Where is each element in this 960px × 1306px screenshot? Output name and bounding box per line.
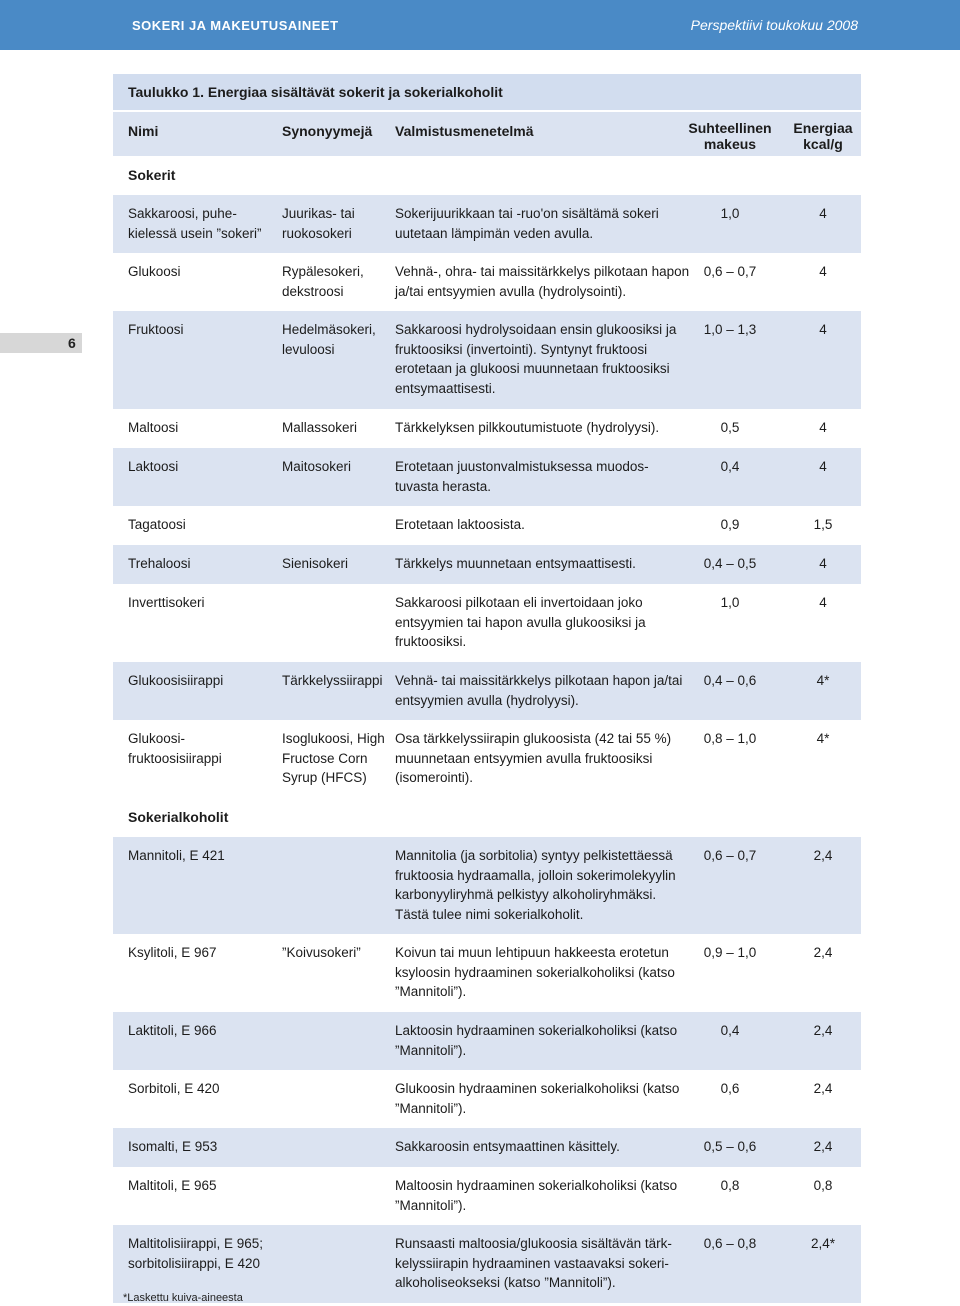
cell-energy: 0,8 (813, 1178, 833, 1193)
column-header-energy: Energiaa kcal/g (793, 120, 853, 152)
cell-sweetness: 1,0 (720, 206, 740, 221)
cell-sweetness: 0,4 – 0,5 (703, 556, 757, 571)
page-number-tab (0, 333, 82, 353)
cell-energy: 4 (819, 459, 827, 474)
column-header-synonyms: Synonyymejä (282, 123, 373, 139)
table-row (113, 934, 861, 1012)
cell-method: Sokerijuurikkaan tai -ruo'on sisältämä sokeri uutetaan lämpimän veden avulla. (395, 206, 659, 241)
section-header-row (113, 798, 861, 837)
cell-energy: 2,4* (810, 1236, 836, 1251)
section-header-row (113, 156, 861, 195)
cell-name: Maltoosi (128, 420, 179, 435)
column-header-name: Nimi (128, 123, 159, 139)
cell-sweetness: 0,5 – 0,6 (703, 1139, 757, 1154)
cell-name: Fruktoosi (128, 322, 184, 337)
table-row (113, 1012, 861, 1070)
cell-synonyms: Isoglukoosi, High Fructose Corn Syrup (HFCS) (282, 731, 385, 785)
cell-energy: 2,4 (813, 848, 833, 863)
page-number: 6 (68, 335, 76, 351)
cell-method: Erotetaan juustonvalmistuksessa muodos-tuvasta herasta. (395, 459, 649, 494)
cell-method: Sakkaroosi hydrolysoidaan ensin glukoosiksi ja fruktoosiksi (invertointi). Syntynyt fruktoosi erotetaan ja glukoosi muunnetaan fruktoosiksi entsymaattisesti. (395, 322, 677, 396)
cell-name: Tagatoosi (128, 517, 186, 532)
table-row (113, 1128, 861, 1167)
cell-name: Sakkaroosi, puhe-kielessä usein ”sokeri” (128, 206, 262, 241)
cell-method: Osa tärkkelyssiirapin glukoosista (42 tai 55 %) muunnetaan entsyymien avulla fruktoosiksi (isomerointi). (395, 731, 672, 785)
cell-sweetness: 0,6 – 0,7 (703, 848, 757, 863)
cell-synonyms: Tärkkelyssiirappi (282, 673, 383, 688)
table-row (113, 584, 861, 662)
cell-name: Inverttisokeri (128, 595, 205, 610)
cell-method: Glukoosin hydraaminen sokerialkoholiksi (katso ”Mannitoli”). (395, 1081, 680, 1116)
table-row (113, 409, 861, 448)
cell-energy: 1,5 (813, 517, 833, 532)
section-title: Sokerialkoholit (128, 809, 229, 825)
cell-energy: 4 (819, 556, 827, 571)
cell-energy: 4 (819, 206, 827, 221)
cell-energy: 4* (816, 673, 830, 688)
cell-energy: 2,4 (813, 945, 833, 960)
column-header-sweetness: Suhteellinen makeus (688, 120, 772, 152)
table-body (113, 156, 861, 1303)
cell-sweetness: 0,6 – 0,7 (703, 264, 757, 279)
cell-sweetness: 1,0 (720, 595, 740, 610)
table-row (113, 195, 861, 253)
cell-energy: 4 (819, 595, 827, 610)
cell-sweetness: 0,8 (720, 1178, 740, 1193)
cell-synonyms: ”Koivusokeri” (282, 945, 361, 960)
cell-method: Tärkkelys muunnetaan entsymaattisesti. (395, 556, 636, 571)
cell-sweetness: 0,6 – 0,8 (703, 1236, 757, 1251)
cell-method: Sakkaroosin entsymaattinen käsittely. (395, 1139, 620, 1154)
cell-sweetness: 0,4 (720, 1023, 740, 1038)
cell-synonyms: Rypälesokeri, dekstroosi (282, 264, 364, 299)
cell-energy: 2,4 (813, 1023, 833, 1038)
table-row (113, 1167, 861, 1225)
cell-method: Sakkaroosi pilkotaan eli invertoidaan joko entsyymien tai hapon avulla glukoosiksi ja fruktoosiksi. (395, 595, 646, 649)
cell-method: Laktoosin hydraaminen sokerialkoholiksi (katso ”Mannitoli”). (395, 1023, 678, 1058)
cell-energy: 4 (819, 322, 827, 337)
table-row (113, 662, 861, 720)
cell-energy: 2,4 (813, 1081, 833, 1096)
cell-sweetness: 1,0 – 1,3 (703, 322, 757, 337)
table-row (113, 448, 861, 506)
cell-method: Mannitolia (ja sorbitolia) syntyy pelkistettäessä fruktoosia hydraamalla, jolloin sokerimolekyylin karbonyyliryhmä pelkistyy alkoholiryhmäksi. Tästä tulee nimi sokerialkoholit. (395, 848, 676, 922)
table-header-row (113, 112, 861, 156)
cell-name: Trehaloosi (128, 556, 191, 571)
table-row (113, 1070, 861, 1128)
cell-synonyms: Sienisokeri (282, 556, 349, 571)
table-caption: Taulukko 1. Energiaa sisältävät sokerit ja sokerialkoholit (128, 84, 503, 100)
cell-sweetness: 0,6 (720, 1081, 740, 1096)
table-row (113, 837, 861, 934)
cell-energy: 4 (819, 420, 827, 435)
cell-name: Mannitoli, E 421 (128, 848, 225, 863)
cell-energy: 4* (816, 731, 830, 746)
table-caption-row (113, 74, 861, 110)
cell-sweetness: 0,9 (720, 517, 740, 532)
cell-energy: 2,4 (813, 1139, 833, 1154)
footnote: *Laskettu kuiva-aineesta (123, 1292, 243, 1304)
cell-name: Maltitolisiirappi, E 965; sorbitolisiirappi, E 420 (128, 1236, 264, 1271)
cell-sweetness: 0,8 – 1,0 (703, 731, 757, 746)
table-row (113, 253, 861, 311)
publication-info: Perspektiivi toukokuu 2008 (690, 17, 858, 33)
cell-name: Glukoosi (128, 264, 181, 279)
cell-method: Tärkkelyksen pilkkoutumistuote (hydrolyysi). (395, 420, 660, 435)
cell-name: Isomalti, E 953 (128, 1139, 218, 1154)
column-header-method: Valmistusmenetelmä (395, 123, 534, 139)
sugar-table (113, 74, 861, 1303)
cell-synonyms: Maitosokeri (282, 459, 352, 474)
section-title: Sokerit (128, 167, 176, 183)
top-header-bar (0, 0, 960, 50)
table-row (113, 311, 861, 409)
cell-synonyms: Juurikas- tai ruokosokeri (282, 206, 355, 241)
cell-sweetness: 0,4 (720, 459, 740, 474)
cell-method: Vehnä- tai maissitärkkelys pilkotaan hapon ja/tai entsyymien avulla (hydrolyysi). (395, 673, 683, 708)
cell-name: Glukoosisiirappi (128, 673, 224, 688)
cell-method: Runsaasti maltoosia/glukoosia sisältävän tärk-kelyssiirapin hydraaminen vastaavaksi sokeri-alkoholiseokseksi (katso ”Mannitoli”). (395, 1236, 672, 1290)
cell-synonyms: Mallassokeri (282, 420, 358, 435)
cell-synonyms: Hedelmäsokeri, levuloosi (282, 322, 376, 357)
table-row (113, 720, 861, 798)
cell-name: Laktoosi (128, 459, 179, 474)
cell-name: Laktitoli, E 966 (128, 1023, 217, 1038)
section-title: SOKERI JA MAKEUTUSAINEET (132, 18, 339, 33)
table-row (113, 545, 861, 584)
cell-method: Erotetaan laktoosista. (395, 517, 525, 532)
cell-method: Vehnä-, ohra- tai maissitärkkelys pilkotaan hapon ja/tai entsyymien avulla (hydrolysointi). (395, 264, 690, 299)
cell-name: Glukoosi-fruktoosisiirappi (128, 731, 222, 766)
cell-sweetness: 0,4 – 0,6 (703, 673, 757, 688)
table-row (113, 506, 861, 545)
cell-sweetness: 0,5 (720, 420, 740, 435)
cell-name: Sorbitoli, E 420 (128, 1081, 220, 1096)
cell-method: Maltoosin hydraaminen sokerialkoholiksi (katso ”Mannitoli”). (395, 1178, 678, 1213)
cell-sweetness: 0,9 – 1,0 (703, 945, 757, 960)
cell-energy: 4 (819, 264, 827, 279)
cell-name: Maltitoli, E 965 (128, 1178, 217, 1193)
cell-method: Koivun tai muun lehtipuun hakkeesta erotetun ksyloosin hydraaminen sokerialkoholiksi (katso ”Mannitoli”). (395, 945, 675, 999)
cell-name: Ksylitoli, E 967 (128, 945, 217, 960)
